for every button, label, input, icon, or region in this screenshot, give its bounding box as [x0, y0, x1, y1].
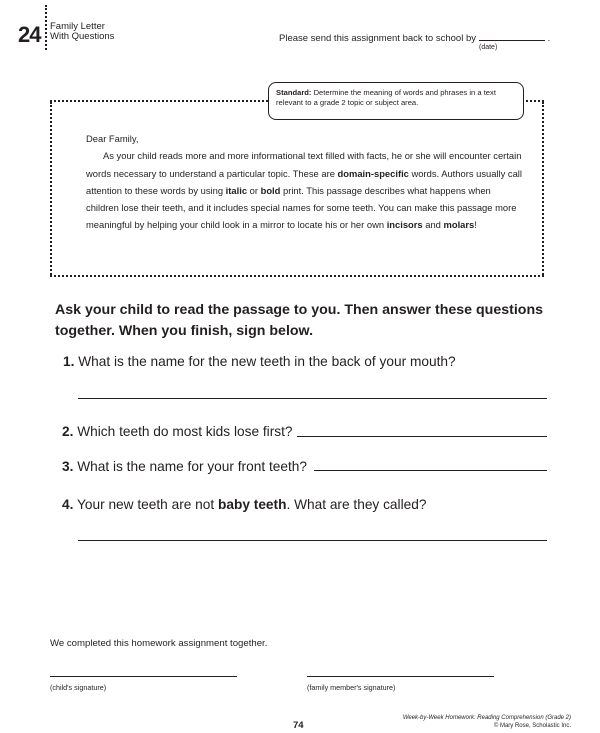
completion-statement: We completed this homework assignment together. [50, 638, 268, 649]
answer-line-3[interactable] [314, 470, 547, 471]
letter-box-right-border [542, 102, 544, 275]
question-3 [62, 459, 307, 474]
standard-callout [268, 82, 524, 120]
question-number: 2. [62, 424, 74, 439]
term-molars: molars [443, 219, 475, 231]
send-back-period: . [547, 33, 551, 44]
date-label: (date) [479, 44, 498, 51]
question-text: Your new teeth are not baby teeth. What are they called? [76, 497, 427, 512]
question-number: 3. [62, 459, 74, 474]
child-signature-line[interactable] [50, 676, 237, 677]
header-divider [45, 5, 47, 50]
credit-book-title: Week-by-Week Homework: Reading Comprehension (Grade 2) [402, 715, 571, 721]
lesson-number: 24 [18, 22, 41, 47]
term-domain-specific: domain-specific [337, 167, 409, 179]
standard-label: Standard: [276, 88, 312, 97]
letter-greeting: Dear Family, [86, 133, 139, 144]
question-number: 1. [63, 354, 75, 369]
term-italic: italic [225, 184, 248, 196]
question-1 [63, 354, 456, 369]
lesson-type-line2: With Questions [50, 31, 115, 42]
question-text: What is the name for your front teeth? [77, 459, 307, 474]
date-blank[interactable] [479, 39, 545, 41]
answer-line-1[interactable] [78, 398, 547, 399]
standard-text: Determine the meaning of words and phrases in a text relevant to a grade 2 topic or subject area. [276, 88, 496, 107]
answer-line-4[interactable] [78, 540, 547, 541]
child-signature-label: (child's signature) [50, 683, 107, 692]
question-number: 4. [62, 497, 74, 512]
family-signature-line[interactable] [307, 676, 494, 677]
instructions-heading: Ask your child to read the passage to you. Then answer these questions together. When you finish, sign below. [55, 302, 544, 339]
question-4 [62, 497, 426, 512]
credit-copyright: © Mary Rose, Scholastic Inc. [493, 723, 571, 729]
question-2 [62, 424, 293, 439]
family-signature-label: (family member's signature) [307, 683, 396, 692]
term-incisors: incisors [386, 219, 423, 231]
question-text: Which teeth do most kids lose first? [77, 424, 293, 439]
send-back-instruction [279, 33, 550, 44]
page-number: 74 [293, 720, 304, 731]
letter-box-left-border [50, 102, 52, 275]
lesson-type [50, 22, 114, 42]
copyright-credit [385, 714, 571, 730]
lesson-type-line1: Family Letter [50, 21, 105, 32]
family-letter-text [86, 130, 526, 234]
term-baby-teeth: baby teeth [218, 497, 287, 512]
answer-line-2[interactable] [297, 436, 547, 437]
term-bold: bold [260, 184, 281, 196]
question-text: What is the name for the new teeth in the back of your mouth? [78, 354, 456, 369]
letter-paragraph: As your child reads more and more informational text filled with facts, he or she will encounter certain words necessary to understand a particular topic. These are domain-specific words. Authors usually call attention to these words by using italic or bold print. This passage describes what happens when children lose their teeth, and it includes special names for some teeth. You can make this passage more meaningful by helping your child look in a mirror to locate his or her own incisors and molars! [86, 150, 522, 231]
send-back-text: Please send this assignment back to school by [279, 33, 476, 44]
